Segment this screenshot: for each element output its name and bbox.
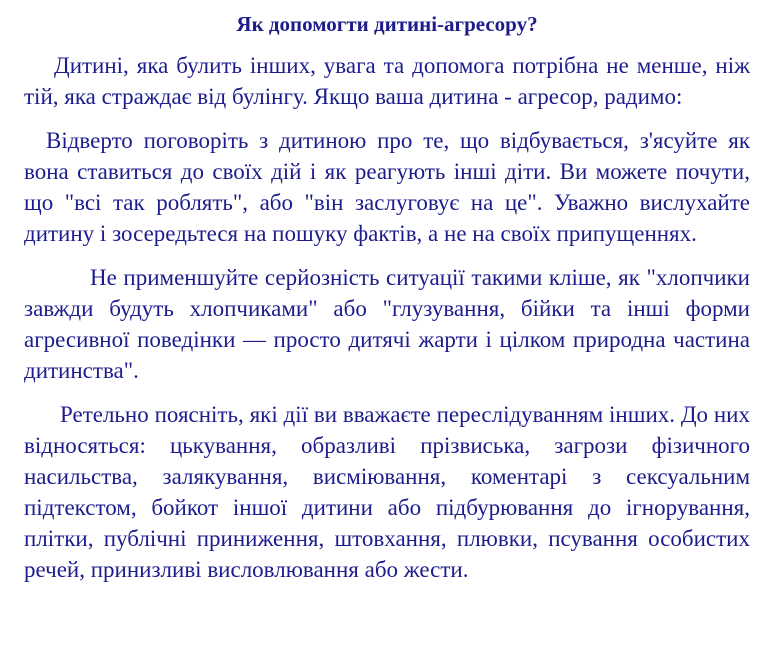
paragraph-talk-openly: Відверто поговоріть з дитиною про те, що відбувається, з'ясуйте як вона ставиться до своїх дій і як реагують інші діти. Ви можете почути, що "всі так роблять", або "він заслуговує на це". Уважно вислухайте дитину і зосередьтеся на пошуку фактів, а не на своїх припущеннях. [24,128,750,246]
paragraph-intro: Дитині, яка булить інших, увага та допомога потрібна не менше, ніж тій, яка страждає від булінгу. Якщо ваша дитина - агресор, радимо: [24,53,750,109]
paragraph-explain-actions: Ретельно поясніть, які дії ви вважаєте переслідуванням інших. До них відносяться: цькування, образливі прізвиська, загрози фізичного насильства, залякування, висміювання, коментарі з сексуальним підтекстом, бойкот іншої дитини або підбурювання до ігнорування, плітки, публічні приниження, штовхання, плювки, псування особистих речей, принизливі висловлювання або жести. [24,402,750,582]
paragraph-do-not-minimize: Не применшуйте серйозність ситуації такими кліше, як "хлопчики завжди будуть хлопчиками" або "глузування, бійки та інші форми агресивної поведінки — просто дитячі жарти і цілком природна частина дитинства". [24,265,750,383]
page-title: Як допомогти дитині-агресору? [236,12,538,36]
document-page [24,10,750,598]
